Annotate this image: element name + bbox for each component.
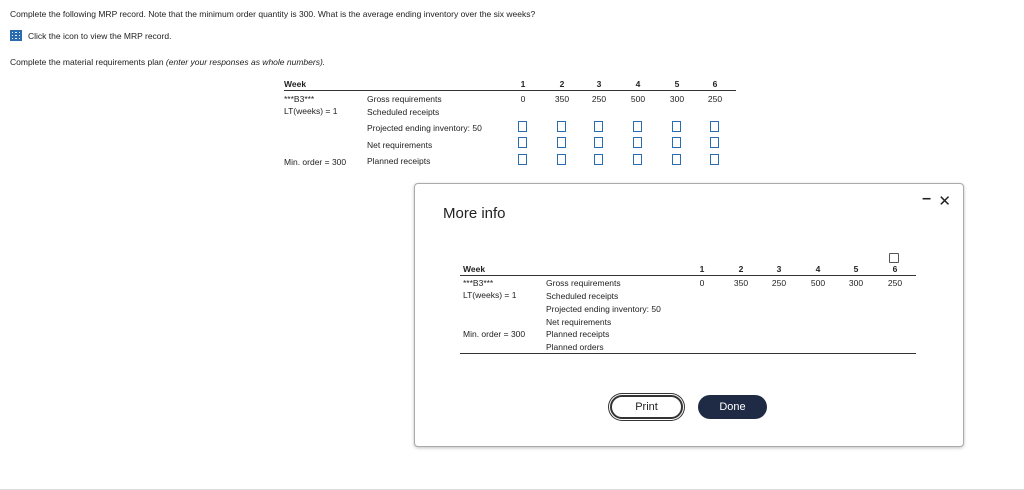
modal-week-6: 6 [892, 264, 898, 274]
projected-input-week-5[interactable] [672, 121, 681, 132]
projected-input-week-3[interactable] [594, 121, 603, 132]
gross-week-4: 500 [630, 94, 646, 104]
view-record-link[interactable] [10, 30, 171, 41]
planned-input-week-3[interactable] [594, 154, 603, 165]
modal-gross-week-6: 250 [887, 278, 903, 288]
planned-input-week-6[interactable] [710, 154, 719, 165]
modal-row-planned-orders: Planned orders [546, 342, 604, 352]
week-2: 2 [559, 79, 565, 89]
modal-week-2: 2 [738, 264, 744, 274]
modal-week-5: 5 [853, 264, 859, 274]
item-code: ***B3*** [284, 94, 315, 104]
instructions: Complete the material requirements plan (enter your responses as whole numbers). [10, 57, 326, 67]
modal-row-planned-receipts: Planned receipts [546, 329, 610, 339]
table-icon[interactable] [10, 30, 22, 41]
table-header [284, 78, 736, 91]
projected-input-week-4[interactable] [633, 121, 642, 132]
planned-input-week-5[interactable] [672, 154, 681, 165]
projected-input-week-2[interactable] [557, 121, 566, 132]
gross-week-2: 350 [554, 94, 570, 104]
lead-time: LT(weeks) = 1 [284, 106, 338, 116]
modal-week-header: Week [463, 264, 486, 274]
gross-week-5: 300 [669, 94, 685, 104]
net-input-week-5[interactable] [672, 137, 681, 148]
planned-input-week-2[interactable] [557, 154, 566, 165]
modal-item-code: ***B3*** [463, 278, 494, 288]
week-5: 5 [674, 79, 680, 89]
row-label-gross: Gross requirements [367, 94, 442, 104]
question-text: Complete the following MRP record. Note that the minimum order quantity is 300. What is the average ending inventory over the six weeks? [10, 9, 536, 19]
modal-gross-week-2: 350 [733, 278, 749, 288]
projected-input-week-1[interactable] [518, 121, 527, 132]
row-label-net: Net requirements [367, 140, 433, 150]
view-record-link-label[interactable]: Click the icon to view the MRP record. [28, 30, 172, 41]
modal-gross-week-3: 250 [771, 278, 787, 288]
row-label-scheduled: Scheduled receipts [367, 107, 440, 117]
modal-gross-week-5: 300 [848, 278, 864, 288]
week-6: 6 [712, 79, 718, 89]
min-order: Min. order = 300 [284, 157, 347, 167]
row-label-projected: Projected ending inventory: 50 [367, 123, 482, 133]
modal-row-net: Net requirements [546, 317, 612, 327]
modal-mrp-table [460, 262, 916, 354]
modal-min-order: Min. order = 300 [463, 329, 526, 339]
planned-input-week-4[interactable] [633, 154, 642, 165]
modal-gross-week-1: 0 [699, 278, 705, 288]
done-button[interactable]: Done [698, 395, 767, 419]
modal-row-scheduled: Scheduled receipts [546, 291, 619, 301]
modal-gross-week-4: 500 [810, 278, 826, 288]
modal-lead-time: LT(weeks) = 1 [463, 290, 517, 300]
planned-input-week-1[interactable] [518, 154, 527, 165]
modal-row-gross: Gross requirements [546, 278, 621, 288]
week-4: 4 [635, 79, 641, 89]
minimize-icon[interactable]: – [922, 190, 931, 207]
week-3: 3 [596, 79, 602, 89]
net-input-week-2[interactable] [557, 137, 566, 148]
modal-week-1: 1 [699, 264, 705, 274]
net-input-week-1[interactable] [518, 137, 527, 148]
net-input-week-4[interactable] [633, 137, 642, 148]
mrp-record-table [284, 78, 736, 178]
modal-row-projected: Projected ending inventory: 50 [546, 304, 661, 314]
close-icon[interactable]: ✕ [938, 193, 951, 210]
row-label-planned-receipts: Planned receipts [367, 156, 431, 166]
net-input-week-6[interactable] [710, 137, 719, 148]
gross-week-1: 0 [520, 94, 526, 104]
modal-week-3: 3 [776, 264, 782, 274]
week-1: 1 [520, 79, 526, 89]
net-input-week-3[interactable] [594, 137, 603, 148]
projected-input-week-6[interactable] [710, 121, 719, 132]
modal-title: More info [443, 205, 506, 222]
print-button[interactable]: Print [610, 395, 683, 419]
more-info-modal [414, 183, 964, 447]
modal-week-4: 4 [815, 264, 821, 274]
gross-week-3: 250 [591, 94, 607, 104]
gross-week-6: 250 [707, 94, 723, 104]
week-header: Week [284, 79, 307, 89]
